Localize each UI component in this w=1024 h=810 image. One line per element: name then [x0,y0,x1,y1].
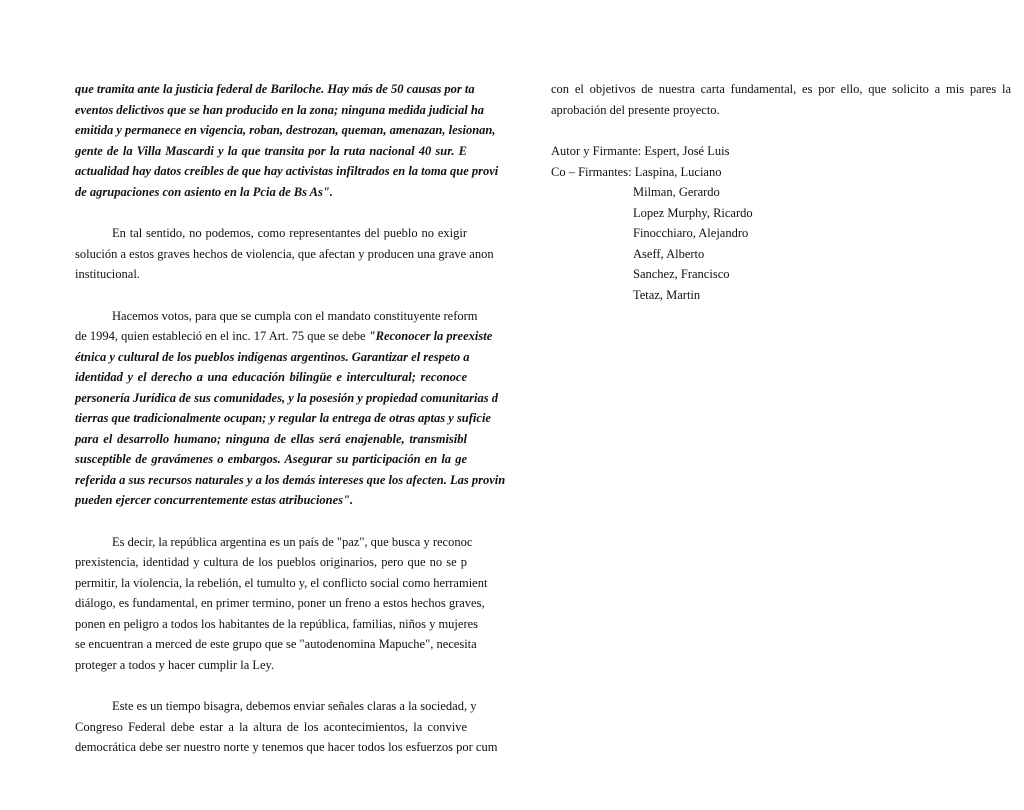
author-row [551,141,1011,162]
cosigner-name: Aseff, Alberto [633,246,705,261]
signatures [551,141,1011,305]
text-line: susceptible de gravámenes o embargos. Asegurar su participación en la ge [75,452,467,466]
text-line: ponen en peligro a todos los habitantes de la república, familias, niños y mujeres [75,616,479,631]
text-line: Congreso Federal debe estar a la altura de los acontecimientos, la convive [75,719,467,734]
text-line: Es decir, la república argentina es un país de "paz", que busca y reconoc [112,534,473,549]
paragraph-4 [75,696,498,758]
text-line: En tal sentido, no podemos, como representantes del pueblo no exigir [112,226,467,240]
text-line: solución a estos graves hechos de violencia, que afectan y producen una grave anon [75,246,494,261]
text-line: diálogo, es fundamental, en primer termino, poner un freno a estos hechos graves, [75,596,485,610]
text-line: para el desarrollo humano; ninguna de ellas será enajenable, transmisibl [75,431,467,446]
text-line: que tramita ante la justicia federal de Bariloche. Hay más de 50 causas por ta [75,82,475,96]
cosigners-label: Co – Firmantes: [551,164,635,179]
text-line: personería Jurídica de sus comunidades, y la posesión y propiedad comunitarias d [75,390,498,405]
cosigner-name: Lopez Murphy, Ricardo [633,205,753,220]
text-line [75,326,493,347]
cosigners-row [551,162,1011,183]
cosigner-name: Tetaz, Martin [633,287,701,302]
cosigner-name: Milman, Gerardo [633,185,720,199]
right-page [551,79,1011,305]
quote-span: "Reconocer la preexiste [368,329,493,343]
text-line: Este es un tiempo bisagra, debemos enviar señales claras a la sociedad, y [112,699,477,713]
text-line: tierras que tradicionalmente ocupan; y regular la entrega de otras aptas y suficie [75,411,491,425]
text-line: democrática debe ser nuestro norte y tenemos que hacer todos los esfuerzos por cum [75,740,498,754]
paragraph-2 [75,306,506,511]
cosigner-name: Laspina, Luciano [634,164,722,179]
text-line: prexistencia, identidad y cultura de los pueblos originarios, pero que no se p [75,555,467,569]
text-line: permitir, la violencia, la rebelión, el tumulto y, el conflicto social como herramient [75,575,488,590]
text-line: referida a sus recursos naturales y a los demás intereses que los afecten. Las provin [75,472,506,487]
text-span: de 1994, quien estableció en el inc. 17 Art. 75 que se debe [75,329,369,343]
text-line: identidad y el derecho a una educación bilingüe e intercultural; reconoce [75,370,467,384]
author-label: Autor y Firmante: [551,144,645,158]
text-line: institucional. [75,267,140,281]
paragraph-1 [75,223,494,285]
cosigner-name: Finocchiaro, Alejandro [633,226,749,240]
closing-paragraph [551,79,1011,120]
text-line: pueden ejercer concurrentemente estas atribuciones". [75,493,354,507]
text-line: emitida y permanece en vigencia, roban, destrozan, queman, amenazan, lesionan, [75,123,496,137]
text-line: Hacemos votos, para que se cumpla con el mandato constituyente reform [112,308,478,323]
paragraph-3 [75,532,488,676]
left-page [75,79,506,758]
text-line: actualidad hay datos creíbles de que hay activistas infiltrados en la toma que provi [75,164,499,178]
quote-intro [75,79,499,202]
text-line: gente de la Villa Mascardi y la que transita por la ruta nacional 40 sur. E [75,143,467,158]
text-line: se encuentran a merced de este grupo que se "autodenomina Mapuche", necesita [75,637,477,651]
author-name: Espert, José Luis [644,144,730,158]
text-line: étnica y cultural de los pueblos indígenas argentinos. Garantizar el respeto a [75,349,470,364]
text-line: eventos delictivos que se han producido en la zona; ninguna medida judicial ha [75,102,485,117]
text-line: aprobación del presente proyecto. [551,102,720,117]
cosigner-name: Sanchez, Francisco [633,267,730,281]
text-line: con el objetivos de nuestra carta fundamental, es por ello, que solicito a mis pares la [551,82,1011,96]
text-line: proteger a todos y hacer cumplir la Ley. [75,657,275,672]
text-line: de agrupaciones con asiento en la Pcia de Bs As". [75,184,333,199]
